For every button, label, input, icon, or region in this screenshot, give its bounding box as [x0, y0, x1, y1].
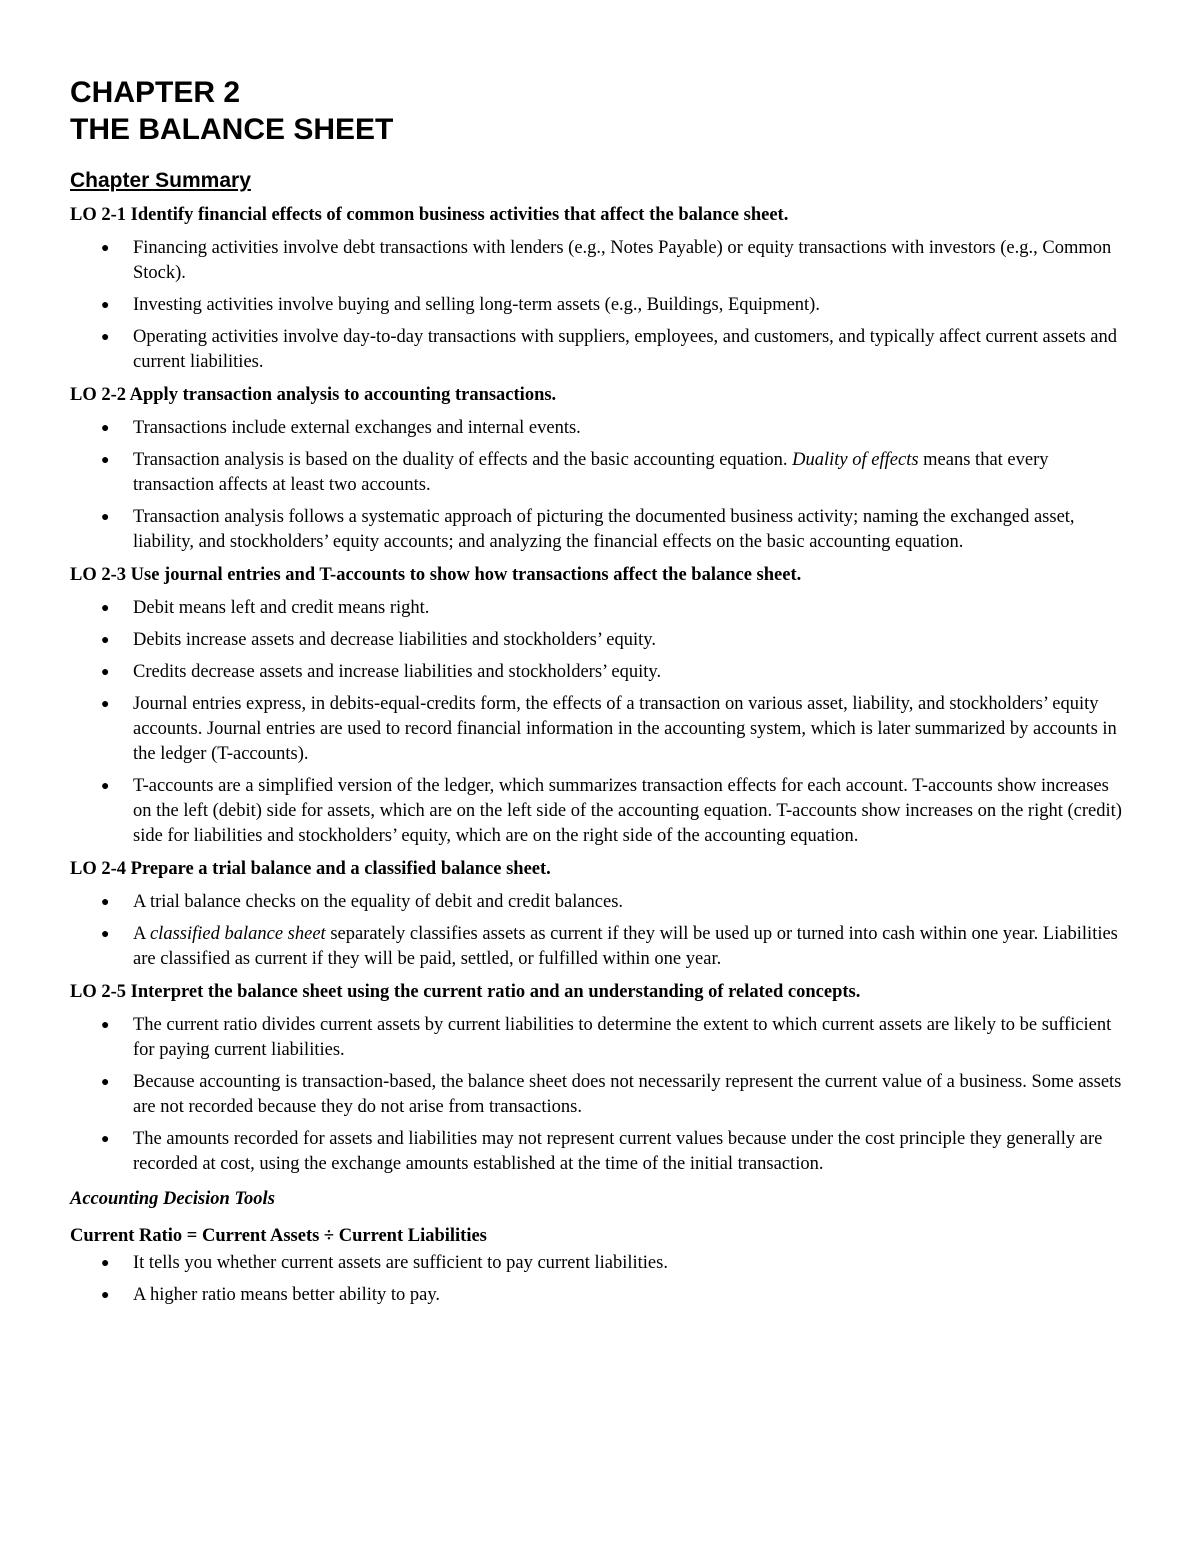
bullet-icon: ●: [101, 1075, 110, 1090]
chapter-summary-heading: Chapter Summary: [70, 169, 251, 192]
learning-objective-heading: LO 2-2 Apply transaction analysis to accounting transactions.: [70, 385, 557, 405]
bullet-icon: ●: [101, 1256, 110, 1271]
bullet-item: [70, 890, 1130, 915]
bullet-text: T-accounts are a simplified version of the ledger, which summarizes transaction effects for each account. T-accounts show increases on the left (debit) side for assets, which are on the left side of the accounting equation. T-accounts show increases on the right (credit) side for liabilities and stockholders’ equity, which are on the right side of the accounting equation.: [133, 776, 1122, 846]
learning-objective-heading: LO 2-1 Identify financial effects of common business activities that affect the balance sheet.: [70, 205, 789, 225]
bullet-icon: ●: [101, 779, 110, 794]
bullet-item: [70, 596, 1130, 621]
bullet-item: [70, 1127, 1130, 1177]
bullet-item: [70, 1070, 1130, 1120]
emphasized-term: Duality of effects: [792, 450, 919, 470]
bullet-item: [70, 774, 1130, 849]
bullet-text: Investing activities involve buying and selling long-term assets (e.g., Buildings, Equipment).: [133, 295, 820, 315]
bullet-icon: ●: [101, 421, 110, 436]
bullet-icon: ●: [101, 510, 110, 525]
bullet-text: Transactions include external exchanges and internal events.: [133, 418, 581, 438]
learning-objective-bullets: [70, 236, 1130, 375]
bullet-text: The current ratio divides current assets by current liabilities to determine the extent to which current assets are likely to be sufficient for paying current liabilities.: [133, 1015, 1112, 1060]
bullet-text: Financing activities involve debt transactions with lenders (e.g., Notes Payable) or equity transactions with investors (e.g., Common Stock).: [133, 238, 1112, 283]
bullet-item: [70, 236, 1130, 286]
bullet-icon: ●: [101, 330, 110, 345]
summary-sections: [70, 203, 1130, 1177]
learning-objective-heading: LO 2-3 Use journal entries and T-accounts to show how transactions affect the balance sheet.: [70, 565, 802, 585]
bullet-item: [70, 692, 1130, 767]
learning-objective-bullets: [70, 596, 1130, 849]
current-ratio-formula: Current Ratio = Current Assets ÷ Current Liabilities: [70, 1226, 487, 1246]
bullet-text: Operating activities involve day-to-day transactions with suppliers, employees, and customers, and typically affect current assets and current liabilities.: [133, 327, 1117, 372]
bullet-icon: ●: [101, 895, 110, 910]
bullet-icon: ●: [101, 453, 110, 468]
bullet-icon: ●: [101, 927, 110, 942]
learning-objective-bullets: [70, 890, 1130, 972]
bullet-icon: ●: [101, 1018, 110, 1033]
bullet-item: [70, 1251, 1130, 1276]
learning-objective-heading: LO 2-5 Interpret the balance sheet using the current ratio and an understanding of related concepts.: [70, 982, 861, 1002]
bullet-text: Transaction analysis follows a systematic approach of picturing the documented business activity; naming the exchanged asset, liability, and stockholders’ equity accounts; and analyzing the financial effects on the basic accounting equation.: [133, 507, 1075, 552]
bullet-text: separately classifies assets as current if they will be used up or turned into cash within one year. Liabilities are classified as current if they will be paid, settled, or fulfilled within one year.: [133, 924, 1118, 969]
bullet-item: [70, 1013, 1130, 1063]
bullet-icon: ●: [101, 241, 110, 256]
document-page: [70, 74, 1130, 1315]
learning-objective-heading: LO 2-4 Prepare a trial balance and a classified balance sheet.: [70, 859, 551, 879]
bullet-item: [70, 416, 1130, 441]
bullet-item: [70, 1283, 1130, 1308]
bullet-icon: ●: [101, 298, 110, 313]
bullet-item: [70, 325, 1130, 375]
emphasized-term: classified balance sheet: [149, 924, 326, 944]
bullet-item: [70, 922, 1130, 972]
bullet-text: A trial balance checks on the equality of debit and credit balances.: [133, 892, 624, 912]
bullet-icon: ●: [101, 1288, 110, 1303]
bullet-text: Credits decrease assets and increase liabilities and stockholders’ equity.: [133, 662, 662, 682]
bullet-icon: ●: [101, 601, 110, 616]
bullet-text: means that every transaction affects at least two accounts.: [133, 450, 1049, 495]
bullet-icon: ●: [101, 697, 110, 712]
bullet-text: Journal entries express, in debits-equal-credits form, the effects of a transaction on various asset, liability, and stockholders’ equity accounts. Journal entries are used to record financial information in the accounting system, which is later summarized by accounts in the ledger (T-accounts).: [133, 694, 1117, 764]
bullet-icon: ●: [101, 633, 110, 648]
bullet-item: [70, 448, 1130, 498]
bullet-text: A higher ratio means better ability to pay.: [133, 1285, 441, 1305]
bullet-text: Transaction analysis is based on the duality of effects and the basic accounting equation.: [133, 450, 793, 470]
decision-tools-heading: Accounting Decision Tools: [70, 1189, 275, 1209]
chapter-title: [70, 74, 1130, 148]
chapter-name: THE BALANCE SHEET: [70, 113, 394, 146]
bullet-text: Debit means left and credit means right.: [133, 598, 430, 618]
bullet-item: [70, 505, 1130, 555]
formula-bullet-list: [70, 1251, 1130, 1308]
bullet-text: The amounts recorded for assets and liabilities may not represent current values because under the cost principle they generally are recorded at cost, using the exchange amounts established at the time of the initial transaction.: [133, 1129, 1103, 1174]
learning-objective-bullets: [70, 1013, 1130, 1177]
bullet-icon: ●: [101, 1132, 110, 1147]
bullet-item: [70, 628, 1130, 653]
learning-objective-bullets: [70, 416, 1130, 555]
bullet-text: It tells you whether current assets are sufficient to pay current liabilities.: [133, 1253, 668, 1273]
bullet-text: Debits increase assets and decrease liabilities and stockholders’ equity.: [133, 630, 656, 650]
bullet-item: [70, 660, 1130, 685]
bullet-icon: ●: [101, 665, 110, 680]
bullet-text: A: [133, 924, 150, 944]
bullet-item: [70, 293, 1130, 318]
bullet-text: Because accounting is transaction-based, the balance sheet does not necessarily represent the current value of a business. Some assets are not recorded because they do not arise from transactions.: [133, 1072, 1122, 1117]
chapter-number: CHAPTER 2: [70, 76, 241, 109]
